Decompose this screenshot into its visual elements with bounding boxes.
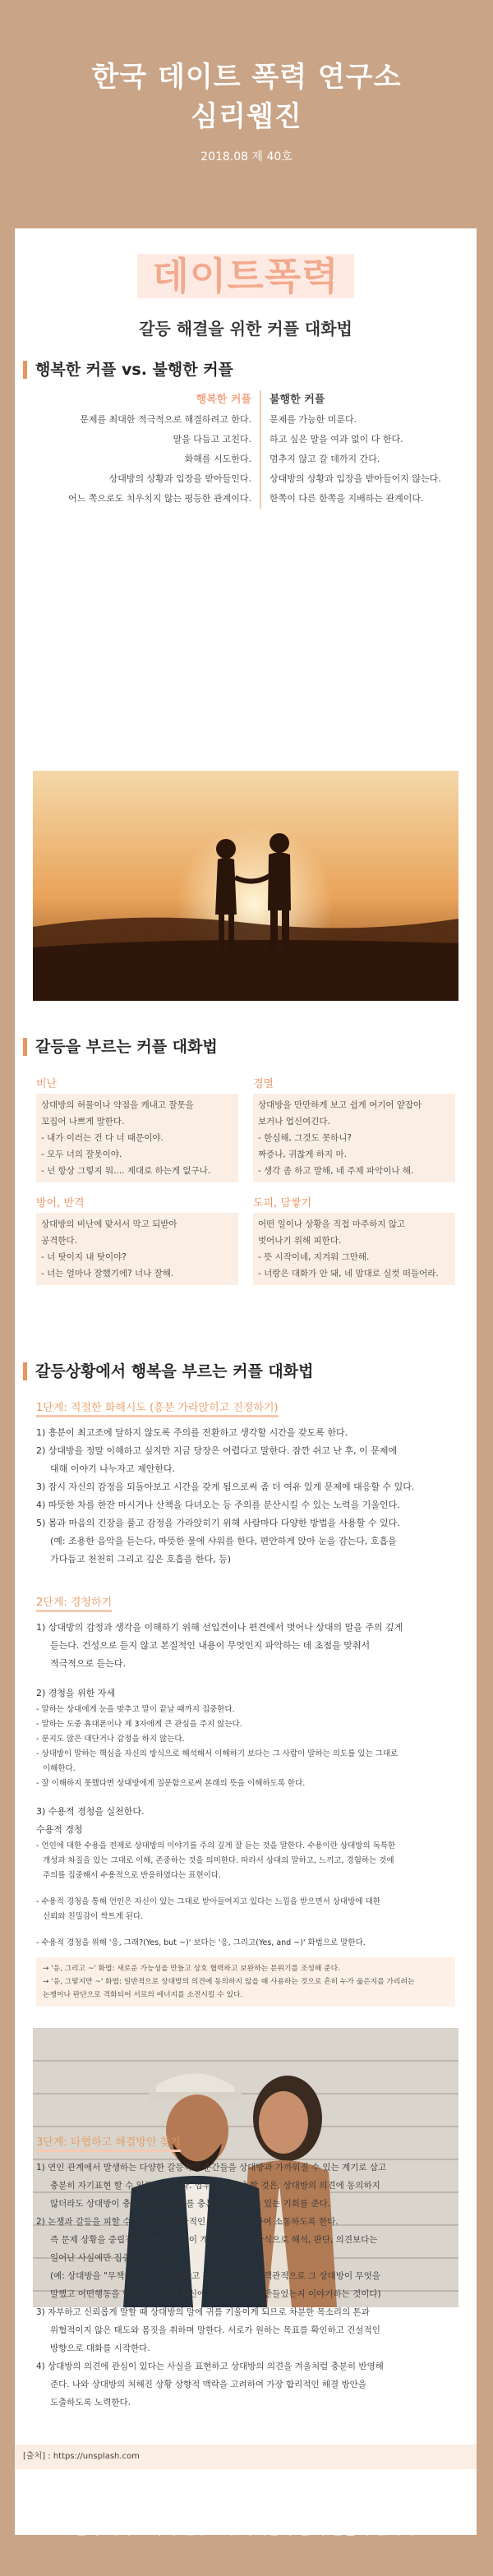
- box-body: [253, 1213, 455, 1285]
- step-1-item: 4) 따뜻한 차를 한잔 마시거나 산책을 다녀오는 등 주의를 분산시킬 수 있는 노력을 기울인다.: [36, 1500, 400, 1510]
- step-3-item: 않더라도 상대방이 충분히 자기 의사를 충분히 표현할 수 있는 기회를 준다.: [50, 2199, 331, 2209]
- box-line: - 넌 항상 그렇지 뭐.... 제대로 하는게 없구나.: [41, 1166, 211, 1176]
- step-3-item: 충분히 자기표현 할 수 있도록 돕는다. 염두에 두어야 할 것은, 상대방의 의견에 동의하지: [50, 2181, 380, 2191]
- practice-sub: 수용적 경청: [36, 1824, 83, 1835]
- footer-line-1: 당신의 소중한 하루,: [186, 2500, 307, 2517]
- attitude-item: 이해한다.: [43, 1764, 76, 1773]
- grid-row: [36, 1075, 455, 1182]
- step-3-item: 준다. 나와 상대방의 처해진 상황 상향적 맥락을 고려하여 가장 합리적인 해결 방안을: [50, 2380, 366, 2389]
- step-1-item: 1) 흥분이 최고조에 달하지 않도록 주의를 전환하고 생각할 시간을 갖도록 한다.: [36, 1427, 348, 1438]
- spacer: [36, 1924, 455, 1936]
- section-3-heading: 갈등상황에서 행복을 부르는 커플 대화법: [23, 1362, 477, 1380]
- box-line: 보거나 업신여긴다.: [258, 1117, 330, 1127]
- box-title: 도피, 담쌓기: [253, 1197, 312, 1210]
- page-title: [0, 58, 493, 136]
- happy-item: 어느 쪽으로도 치우치지 않는 평등한 관계이다.: [68, 493, 251, 504]
- box-title: 비난: [36, 1078, 58, 1090]
- attitude-item: - 분지도 않은 대단거나 감정을 하지 않는다.: [36, 1735, 185, 1744]
- box-criticism: [36, 1075, 238, 1182]
- step-2-list: [36, 1619, 455, 1673]
- box-body: [36, 1213, 238, 1285]
- step-3-item: 4) 상대방의 의견에 관심이 있다는 사실을 표현하고 상대방의 의견을 겨울처럼 충분히 반영해: [36, 2362, 384, 2371]
- happy-item: 상대방의 상황과 입장을 받아들인다.: [108, 473, 251, 484]
- happy-head: 행복한 커플: [196, 394, 251, 406]
- box-line: - 뜻 시작이네, 지겨워 그만해.: [258, 1252, 370, 1262]
- step-3-item: 2) 논쟁과 갈등을 피할 수 있도록 '비판단적인 언어'를 사용하여 소통하도록 한다.: [36, 2217, 339, 2227]
- box-title: 방어, 반격: [36, 1197, 85, 1210]
- issue-number: 2018.08 제 40호: [200, 150, 293, 164]
- note-line: → '응, 그리고 ~' 화법: 새로운 가능성을 만들고 상호 협력하고 보완하는 분위기를 조성해 준다.: [43, 1965, 340, 1973]
- note-line: → '응, 그렇지만 ~' 화법: 일반적으로 상대방의 의견에 동의하지 않을 때 사용하는 것으로 흔히 누가 옳은지를 가리려는: [43, 1978, 415, 1986]
- section-2: [15, 1038, 477, 1056]
- attitude-item: - 상대방이 말하는 핵심을 자신의 방식으로 해석해서 이해하기 보다는 그 사람이 말하는 의도를 있는 그대로: [36, 1749, 399, 1758]
- box-line: - 한심해, 그것도 못하니?: [258, 1133, 352, 1143]
- section-3: [15, 1362, 477, 2013]
- compare-table: [15, 390, 477, 509]
- step-3-item: 도출하도록 노력한다.: [50, 2398, 131, 2408]
- main-topic-text: 데이트폭력: [137, 254, 353, 298]
- attitude-title-text: 2) 경청을 위한 자세: [36, 1688, 116, 1698]
- practice-item: 주의를 집중해서 수용적으로 반응하였다는 표현이다.: [43, 1871, 221, 1880]
- step-3-list: [36, 2159, 455, 2412]
- step-3-item: 3) 자부하고 신뢰롭게 말할 때 상대방의 말에 귀를 기울이게 되므로 차분한 목소리의 톤과: [36, 2307, 370, 2317]
- title-line-2: 심리웹진: [191, 100, 302, 133]
- section-1: [15, 361, 477, 509]
- happy-item: 화해를 시도한다.: [184, 454, 251, 464]
- step-3-item: 즉 문제 상황을 중립적으로 보고 감정이 개입되지 않은 방식으로 해석, 판단, 의견보다는: [50, 2235, 378, 2245]
- couple-sunset-illustration: [33, 771, 458, 1001]
- footer-line-2: 한국 데이트 폭력 연구소가 여러분과 함께 만들어 갑니다.: [73, 2522, 420, 2538]
- step-1-item: 5) 몸과 마음의 긴장을 풀고 감정을 가라앉히기 위해 사람마다 다양한 방법을 사용할 수 있다.: [36, 1518, 400, 1528]
- box-line: - 너는 얼마나 잘했기에? 너나 잘해.: [41, 1269, 174, 1279]
- note-line: 논쟁이나 판단으로 격화되어 서로의 에너지를 소진시킬 수 있다.: [43, 1991, 243, 1999]
- step-3-item: 위협적이지 않은 태도와 몸짓을 취하며 말한다. 서로가 원하는 목표를 확인하고 건설적인: [50, 2325, 380, 2335]
- step-3-item: 방향으로 대화를 시작한다.: [50, 2343, 150, 2353]
- note-box: [36, 1957, 455, 2007]
- step-3: [15, 2120, 477, 2412]
- unhappy-item: 멈추지 않고 갈 데까지 간다.: [270, 454, 380, 464]
- practice-item: - 수용적 경청을 통해 언인은 자신이 있는 그대로 받아들여지고 있다는 느낌을 받으면서 상대방에 대한: [36, 1897, 380, 1906]
- title-line-1: 한국 데이트 폭력 연구소: [91, 61, 402, 94]
- section-1-heading: 행복한 커플 vs. 불행한 커플: [23, 361, 477, 379]
- box-line: - 너랑은 대화가 안 돼, 네 맘대로 실컷 떠들어라.: [258, 1269, 439, 1279]
- box-line: 짜증나, 귀찮게 하지 마.: [258, 1150, 347, 1159]
- step-3-item: 1) 연인 관계에서 발생하는 다양한 갈등적인 순간들을 상대방과 가까워질 수 있는 계기로 삼고: [36, 2163, 387, 2173]
- step-3-item: 일어난 사실에만 집중하도록 한다.: [50, 2253, 178, 2263]
- unhappy-head: 불행한 커플: [270, 394, 325, 406]
- box-line: 꼬집어 나쁘게 말한다.: [41, 1117, 125, 1127]
- unhappy-item: 문제를 가능한 미룬다.: [270, 414, 357, 425]
- step-1-item: 3) 잠시 자신의 감정을 되돌아보고 시간을 갖게 됨으로써 좀 더 여유 있게 문제에 대응할 수 있다.: [36, 1482, 415, 1492]
- couple-sunset-photo: [33, 771, 458, 1001]
- box-line: - 내가 이러는 건 다 너 때문이야.: [41, 1133, 164, 1143]
- box-line: 상대방을 만만하게 보고 쉽게 여기어 얕잡아: [258, 1100, 422, 1110]
- footer: [0, 2498, 493, 2541]
- box-body: [36, 1094, 238, 1182]
- step-1-item: 2) 상대방을 정말 이해하고 싶지만 지금 당장은 어렵다고 말한다. 잠깐 쉬고 난 후, 이 문제에: [36, 1445, 398, 1456]
- box-line: 어떤 일이나 상황을 직접 마주하지 않고: [258, 1219, 405, 1229]
- box-line: - 생각 좀 하고 말해, 네 주제 파악이나 해.: [258, 1166, 414, 1176]
- step-1-item: (예: 조용한 음악을 듣는다, 따뜻한 물에 샤워를 한다, 편안하게 앉아 눈을 감는다, 호흡을: [50, 1536, 397, 1546]
- box-line: 벗어나기 위해 피한다.: [258, 1236, 342, 1246]
- box-body: [253, 1094, 455, 1182]
- practice-item: - 언인에 대한 수용을 전제로 상대방의 이야기를 주의 깊게 잘 듣는 것을 말한다. 수용이란 상대방의 독특한: [36, 1841, 396, 1850]
- unhappy-item: 한쪽이 다른 한쪽을 지배하는 관계이다.: [270, 493, 424, 504]
- box-line: - 너 탓이지 내 탓이야?: [41, 1252, 127, 1262]
- step-2-title: [36, 1593, 477, 1609]
- step-2-item: 적극적으로 듣는다.: [50, 1658, 127, 1669]
- box-line: - 모두 너의 잘못이야.: [41, 1150, 122, 1159]
- practice-list: [36, 1839, 455, 1951]
- happy-item: 문제를 최대한 적극적으로 해결하려고 한다.: [80, 414, 251, 425]
- box-line: 상대방의 비난에 맞서서 막고 되받아: [41, 1219, 177, 1229]
- step-2-item: 1) 상대방의 감정과 생각을 이해하기 위해 선입견이나 편견에서 벗어나 상대의 말을 주의 깊게: [36, 1622, 403, 1633]
- unhappy-item: 하고 싶은 말을 여과 없이 다 한다.: [270, 434, 403, 445]
- happy-item: 말을 다듬고 고친다.: [173, 434, 251, 445]
- practice-title: [36, 1803, 455, 1839]
- practice-item: 개성과 차질을 있는 그대로 이해, 존중하는 것을 의미한다. 따라서 상대의 말하고, 느끼고, 경험하는 것에: [43, 1856, 394, 1865]
- practice-title-text: 3) 수용적 경청을 실천한다.: [36, 1806, 145, 1817]
- box-line: 상대방의 허물이나 약점을 캐내고 잘못을: [41, 1100, 194, 1110]
- box-stonewalling: [253, 1194, 455, 1285]
- box-defense: [36, 1194, 238, 1285]
- main-topic: [15, 247, 477, 301]
- step-3-title-text: 3단계: 타협하고 해결방안 찾기: [36, 2136, 181, 2152]
- step-1-item: 가다듬고 천천히 그리고 깊은 호흡을 한다, 등): [50, 1554, 232, 1564]
- attitude-title: [36, 1684, 455, 1703]
- step-3-item: 말했고 어떤행동을 했으며, 그것이 당신에 기분을 어떻게 만들었는지 이야기하는 것이다): [50, 2289, 381, 2299]
- section-2-heading: 갈등을 부르는 커플 대화법: [23, 1038, 477, 1056]
- attitude-item: - 말하는 도중 휴대폰이나 제 3자에게 큰 관심을 주지 않는다.: [36, 1720, 242, 1729]
- source-link[interactable]: [출처] : https://unsplash.com: [15, 2445, 477, 2469]
- step-1-title-text: 1단계: 적절한 화해시도 (흥분 가라앉히고 진정하기): [36, 1402, 279, 1417]
- attitude-item: - 잘 이해하지 못했다면 상대방에게 질문함으로써 본래의 뜻을 이해하도록 한다.: [36, 1779, 306, 1788]
- practice-item: - 수용적 경청을 위해 '응, 그래?(Yes, but ~)' 보다는 '응, 그리고(Yes, and ~)' 화법으로 말한다.: [36, 1938, 366, 1947]
- step-3-title: [36, 2133, 477, 2149]
- step-2-title-text: 2단계: 경청하기: [36, 1597, 112, 1612]
- attitude-list: [36, 1703, 455, 1791]
- attitude-item: - 말하는 상대에게 눈을 맞추고 말이 끝날 때까지 집중한다.: [36, 1705, 235, 1714]
- step-1-item: 대해 이야기 나누자고 제안한다.: [50, 1463, 176, 1474]
- step-3-item: (예: 상대방을 "무책하다", "나쁘다"라고 판단하기보다는 객관적으로 그 상대방이 무엇을: [50, 2271, 380, 2281]
- header: [0, 0, 493, 197]
- unhappy-column: [261, 390, 477, 509]
- box-title: 경멸: [253, 1078, 274, 1090]
- box-line: 공격한다.: [41, 1236, 77, 1246]
- happy-column: [15, 390, 261, 509]
- unhappy-item: 상대방의 상황과 입장을 받아들이지 않는다.: [270, 473, 441, 484]
- spacer: [36, 1883, 455, 1895]
- step-1-list: [36, 1424, 455, 1569]
- conflict-grid: [36, 1075, 455, 1297]
- sub-title: 갈등 해결을 위한 커플 대화법: [139, 319, 352, 339]
- practice-item: 신뢰와 친밀감이 싹트게 된다.: [43, 1912, 144, 1921]
- box-contempt: [253, 1075, 455, 1182]
- grid-row: [36, 1194, 455, 1285]
- step-1-title: [36, 1399, 477, 1414]
- step-2-item: 듣는다. 건성으로 듣지 않고 본질적인 내용이 무엇인지 파악하는 데 초점을 맞춰서: [50, 1640, 371, 1651]
